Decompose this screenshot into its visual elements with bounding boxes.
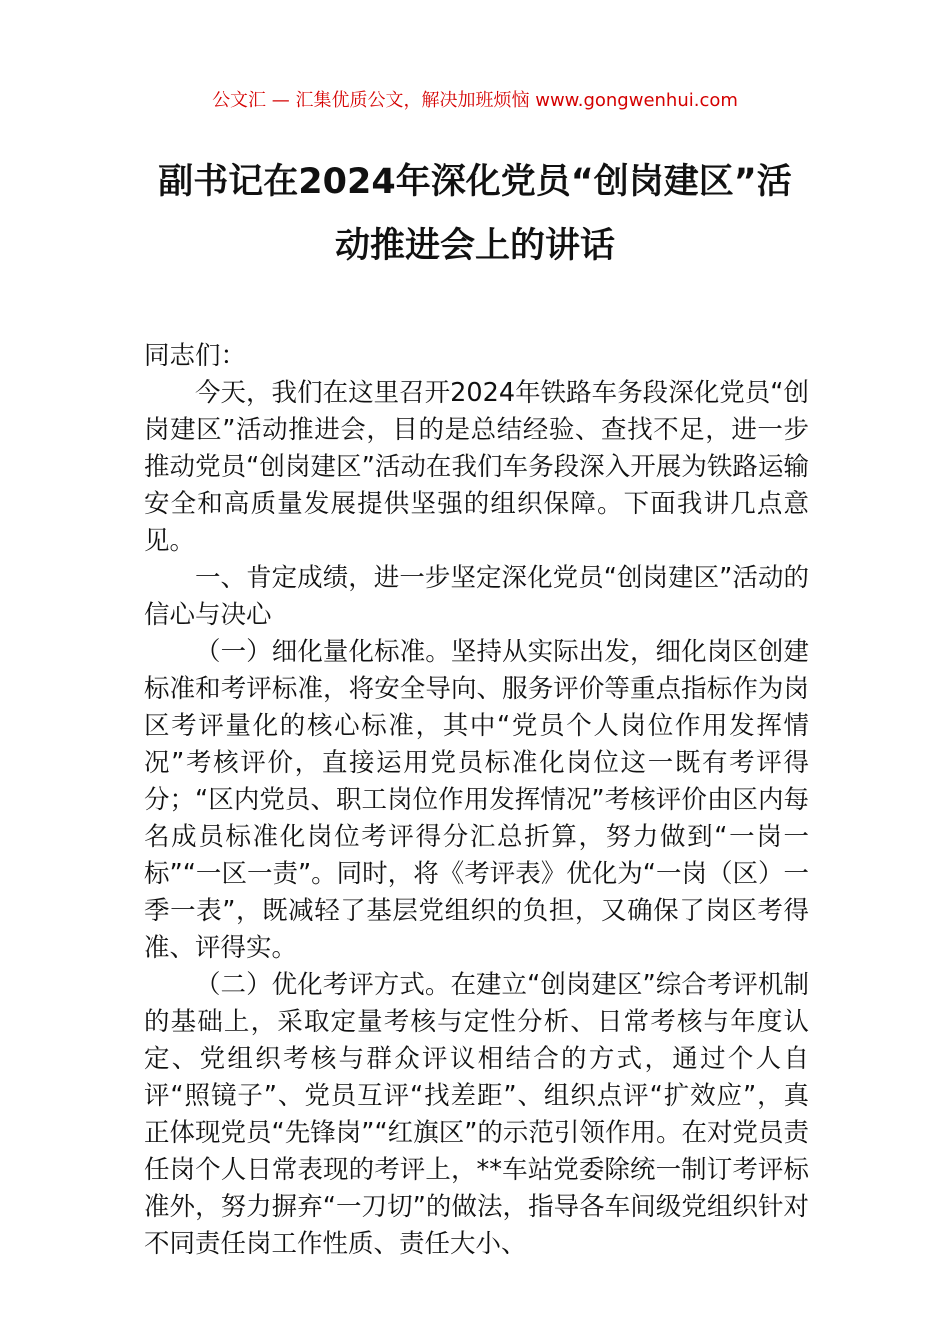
section-heading-1: 一、肯定成绩，进一步坚定深化党员“创岗建区”活动的信心与决心 bbox=[144, 563, 809, 630]
paragraph-intro: 今天，我们在这里召开2024年铁路车务段深化党员“创岗建区”活动推进会，目的是总结经验、查找不足，进一步推动党员“创岗建区”活动在我们车务段深入开展为铁路运输安全和高质量发展提供坚强的组织保障。下面我讲几点意见。 bbox=[144, 378, 809, 556]
document-body bbox=[144, 338, 809, 1263]
paragraph-subsection-2: （二）优化考评方式。在建立“创岗建区”综合考评机制的基础上，采取定量考核与定性分析、日常考核与年度认定、党组织考核与群众评议相结合的方式，通过个人自评“照镜子”、党员互评“找差距”、组织点评“扩效应”，真正体现党员“先锋岗”“红旗区”的示范引领作用。在对党员责任岗个人日常表现的考评上，**车站党委除统一制订考评标准外，努力摒弃“一刀切”的做法，指导各车间级党组织针对不同责任岗工作性质、责任大小、 bbox=[144, 970, 809, 1259]
salutation: 同志们： bbox=[144, 341, 247, 371]
paragraph-subsection-1: （一）细化量化标准。坚持从实际出发，细化岗区创建标准和考评标准，将安全导向、服务评价等重点指标作为岗区考评量化的核心标准，其中“党员个人岗位作用发挥情况”考核评价，直接运用党员标准化岗位这一既有考评得分；“区内党员、职工岗位作用发挥情况”考核评价由区内每名成员标准化岗位考评得分汇总折算，努力做到“一岗一标”“一区一责”。同时，将《考评表》优化为“一岗（区）一季一表”，既减轻了基层党组织的负担，又确保了岗区考得准、评得实。 bbox=[144, 637, 809, 963]
document-title bbox=[100, 150, 850, 278]
title-line-2: 动推进会上的讲话 bbox=[334, 226, 615, 266]
title-line-1: 副书记在2024年深化党员“创岗建区”活 bbox=[158, 162, 792, 202]
header-banner: 公文汇 — 汇集优质公文，解决加班烦恼 www.gongwenhui.com bbox=[212, 90, 738, 111]
